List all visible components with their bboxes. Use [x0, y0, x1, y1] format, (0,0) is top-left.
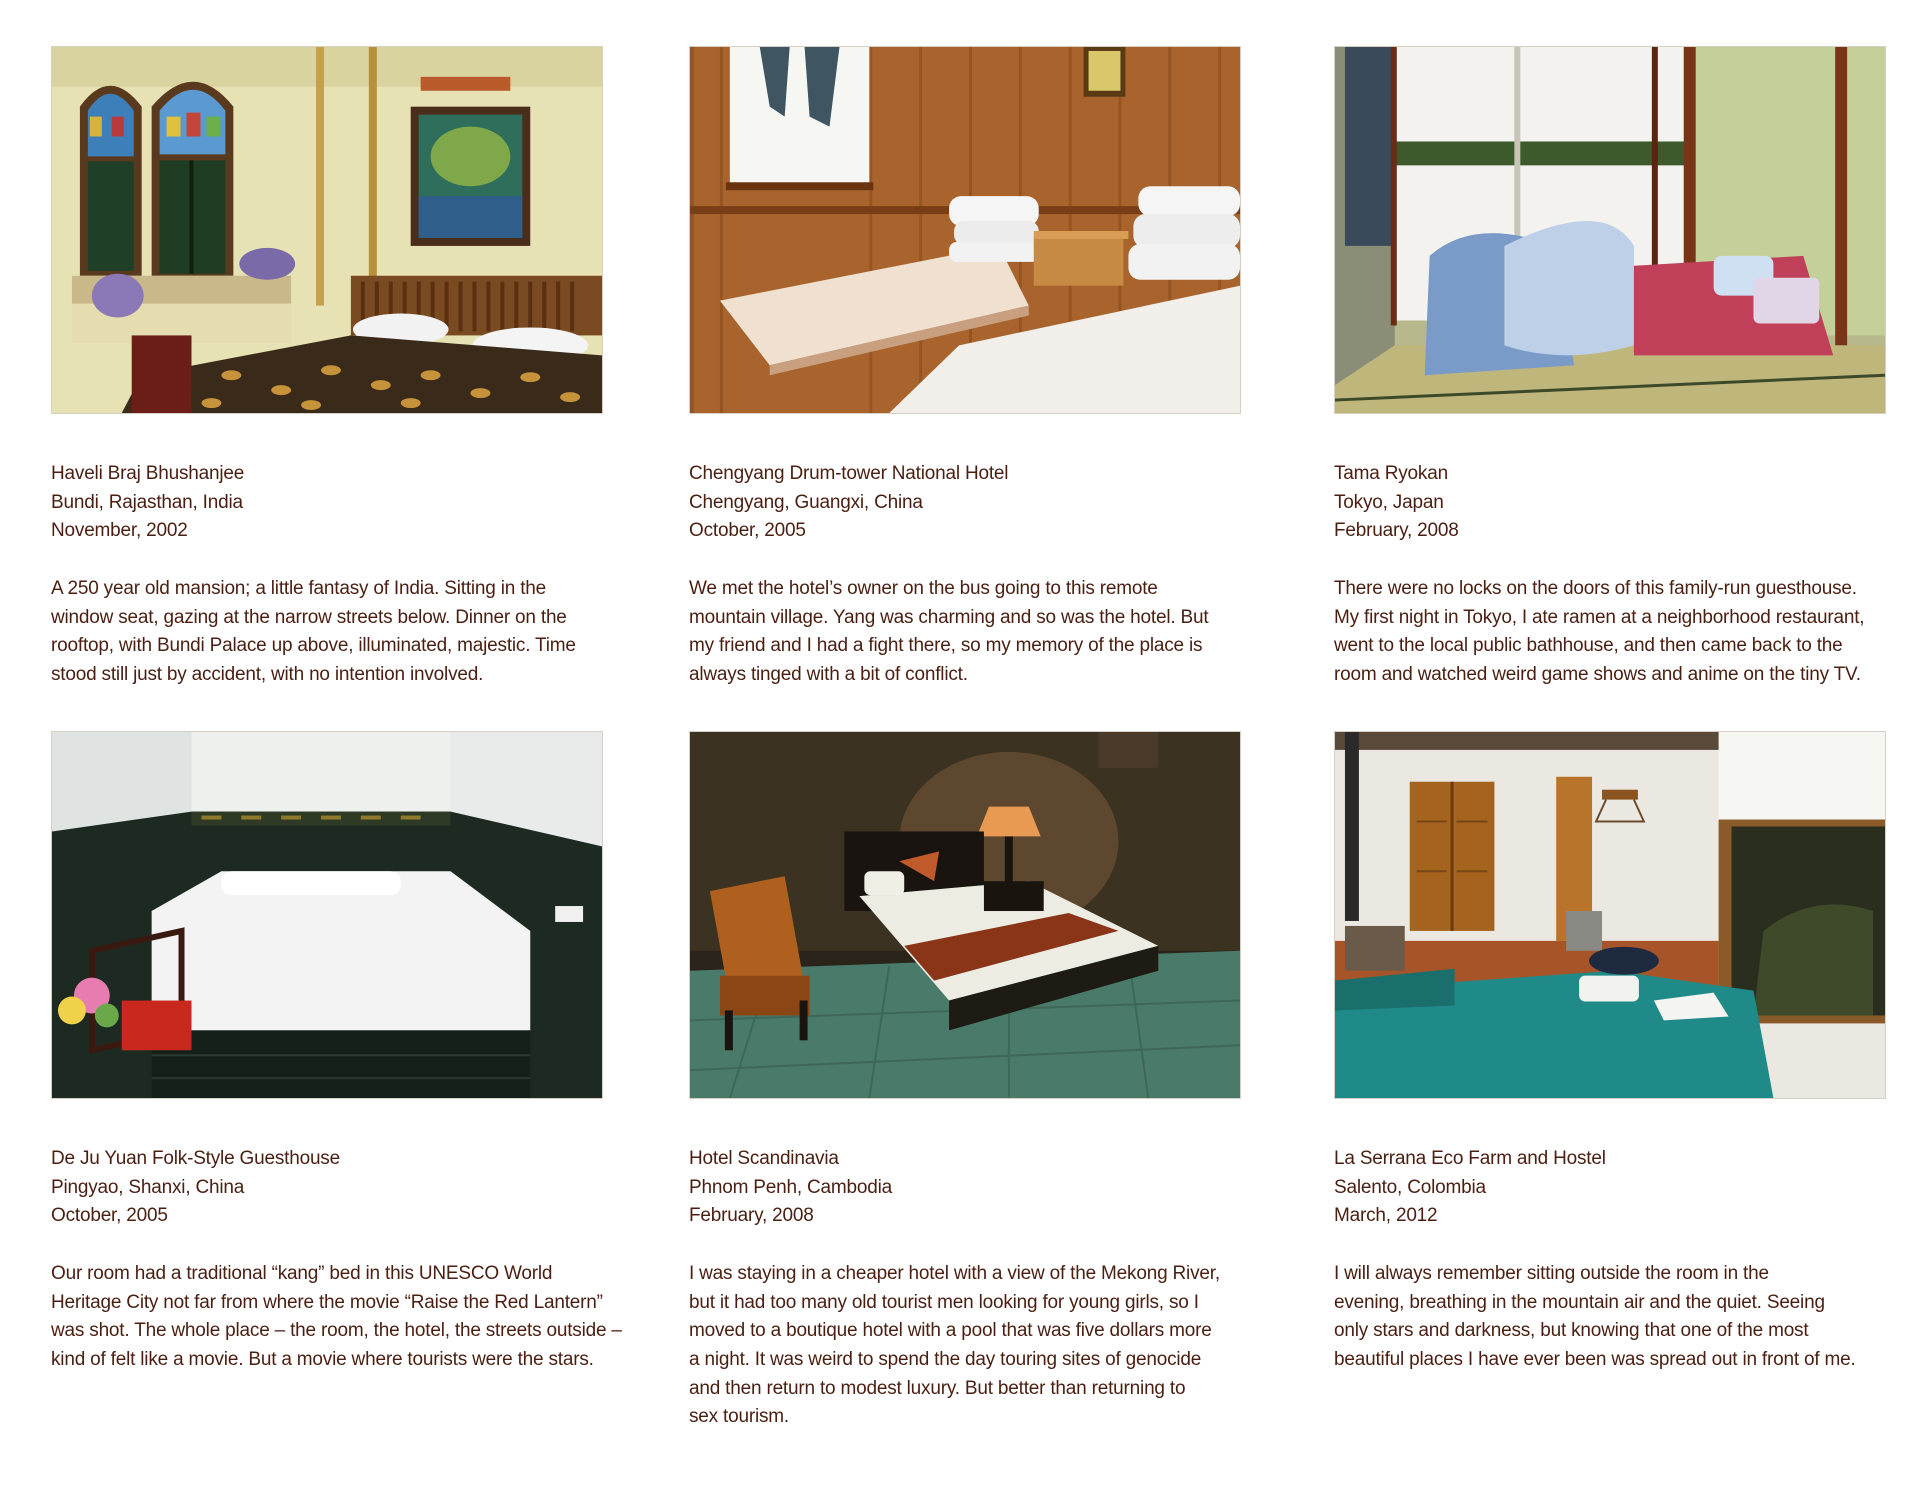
- caption-haveli: [51, 460, 603, 690]
- photo-tama-ryokan-room: [1334, 46, 1886, 414]
- description: Our room had a traditional “kang” bed in this UNESCO World Heritage City not far from where the movie “Raise the Red Lantern” was shot. The whole place – the room, the hotel, the streets outside – kind of felt like a movie. But a movie where tourists were the stars.: [51, 1262, 622, 1370]
- description: We met the hotel’s owner on the bus going to this remote mountain village. Yang was charming and so was the hotel. But my friend and I had a fight there, so my memory of the place is always tinged with a bit of conflict.: [689, 577, 1209, 685]
- hotel-location: Bundi, Rajasthan, India: [51, 491, 243, 513]
- hotel-location: Tokyo, Japan: [1334, 491, 1444, 513]
- description: There were no locks on the doors of this family-run guesthouse. My first night in Tokyo, I ate ramen at a neighborhood restaurant, went to the local public bathhouse, and then came back to the room and watched weird game shows and anime on the tiny TV.: [1334, 577, 1865, 685]
- description: I was staying in a cheaper hotel with a view of the Mekong River, but it had too many old tourist men looking for young girls, so I moved to a boutique hotel with a pool that was five dollars more a night. It was weird to spend the day touring sites of genocide and then return to modest luxury. But better than returning to sex tourism.: [689, 1262, 1220, 1428]
- caption-la-serrana: [1334, 1145, 1886, 1375]
- hotel-name: De Ju Yuan Folk-Style Guesthouse: [51, 1148, 340, 1169]
- hotel-name: Haveli Braj Bhushanjee: [51, 463, 245, 484]
- visit-date: October, 2005: [51, 1205, 168, 1227]
- photo-hotel-scandinavia-room: [689, 731, 1241, 1099]
- hotel-location: Phnom Penh, Cambodia: [689, 1176, 893, 1198]
- visit-date: February, 2008: [689, 1205, 814, 1227]
- photo-la-serrana-room: [1334, 731, 1886, 1099]
- photo-chengyang-room: [689, 46, 1241, 414]
- hotel-name: La Serrana Eco Farm and Hostel: [1334, 1148, 1606, 1169]
- hotel-name: Hotel Scandinavia: [689, 1148, 839, 1169]
- photo-de-ju-yuan-room: [51, 731, 603, 1099]
- hotel-name: Chengyang Drum-tower National Hotel: [689, 463, 1009, 484]
- visit-date: October, 2005: [689, 520, 806, 542]
- photo-haveli-room: [51, 46, 603, 414]
- hotel-name: Tama Ryokan: [1334, 463, 1448, 484]
- hotel-location: Chengyang, Guangxi, China: [689, 491, 923, 513]
- caption-de-ju-yuan: [51, 1145, 622, 1375]
- visit-date: November, 2002: [51, 520, 188, 542]
- visit-date: February, 2008: [1334, 520, 1459, 542]
- caption-hotel-scandinavia: [689, 1145, 1241, 1432]
- description: A 250 year old mansion; a little fantasy of India. Sitting in the window seat, gazing at the narrow streets below. Dinner on the rooftop, with Bundi Palace up above, illuminated, majestic. Time stood still just by accident, with no intention involved.: [51, 577, 576, 685]
- caption-chengyang: [689, 460, 1241, 690]
- hotel-location: Pingyao, Shanxi, China: [51, 1176, 245, 1198]
- hotel-location: Salento, Colombia: [1334, 1176, 1486, 1198]
- visit-date: March, 2012: [1334, 1205, 1438, 1227]
- description: I will always remember sitting outside the room in the evening, breathing in the mountain air and the quiet. Seeing only stars and darkness, but knowing that one of the most beautiful places I have ever been was spread out in front of me.: [1334, 1262, 1856, 1370]
- caption-tama-ryokan: [1334, 460, 1886, 690]
